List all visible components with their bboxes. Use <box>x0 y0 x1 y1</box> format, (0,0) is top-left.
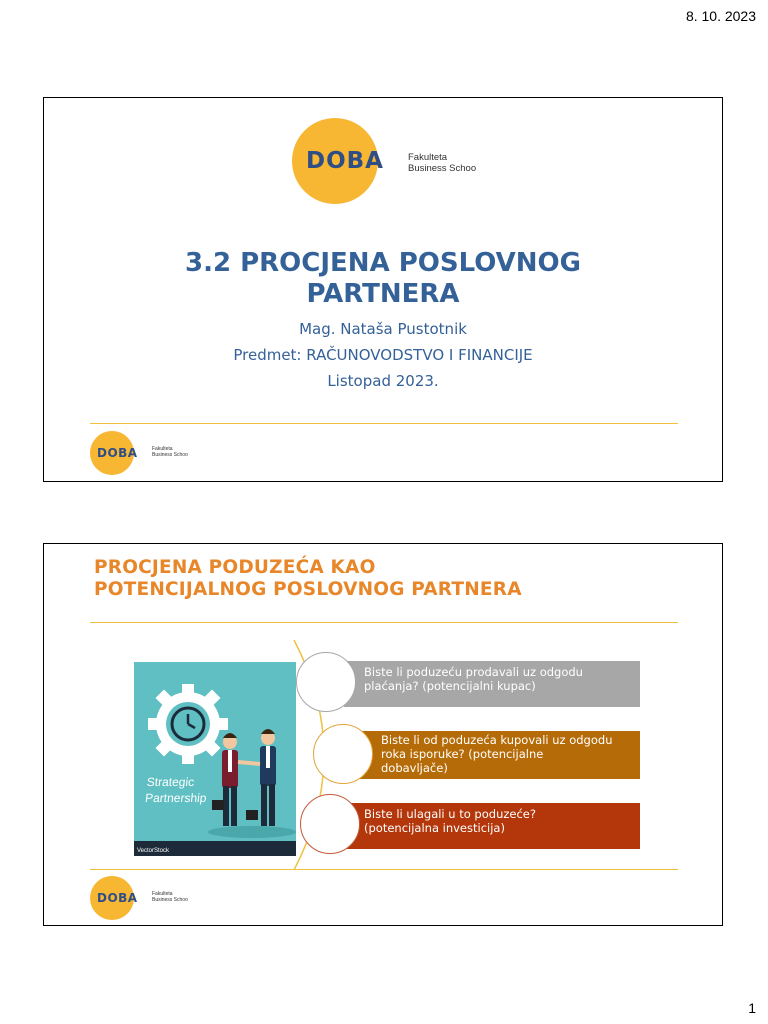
author: Mag. Nataša Pustotnik <box>299 320 467 338</box>
logo-tagline <box>408 153 476 175</box>
bullet-circle-1 <box>296 652 356 712</box>
logo-tagline-line1: Fakulteta <box>152 891 173 897</box>
question-2-line2: roka isporuke? (potencijalne <box>381 747 544 761</box>
title-line1: 3.2 PROCJENA POSLOVNOG <box>185 248 581 278</box>
question-2-line1: Biste li od poduzeća kupovali uz odgodu <box>381 733 613 747</box>
logo-wordmark: DOBA <box>97 446 138 460</box>
strategic-partnership-illustration <box>134 662 296 856</box>
page-number: 1 <box>748 1000 756 1016</box>
presentation-date: Listopad 2023. <box>327 372 439 390</box>
doba-logo <box>292 118 492 208</box>
logo-tagline-line2: Business Schoo <box>152 451 188 458</box>
illustration-art <box>134 662 296 856</box>
slide-heading <box>94 557 522 601</box>
slide-title-heading <box>44 248 722 310</box>
divider-line-top <box>90 622 678 623</box>
logo-wordmark: DOBA <box>306 148 384 174</box>
question-bar-2 <box>354 731 640 779</box>
logo-tagline-line2: Business Schoo <box>408 162 477 174</box>
bullet-circle-2 <box>313 724 373 784</box>
illustration-brand: VectorStock <box>137 848 170 854</box>
question-bar-3 <box>344 803 640 849</box>
logo-tagline-line2: Business Schoo <box>152 896 188 903</box>
question-bar-1 <box>344 661 640 707</box>
question-3-line1: Biste li ulagali u to poduzeće? <box>364 807 536 821</box>
slide-title <box>43 97 723 482</box>
logo-tagline-line1: Fakulteta <box>408 152 448 163</box>
doba-logo-small <box>90 431 210 477</box>
logo-tagline-line1: Fakulteta <box>152 446 173 452</box>
heading-line2: POTENCIJALNOG POSLOVNOG PARTNERA <box>94 579 522 600</box>
slide-partner-assessment <box>43 543 723 926</box>
caption-line2: Partnership <box>144 791 208 805</box>
page-date: 8. 10. 2023 <box>685 8 756 24</box>
question-1-line2: plaćanja? (potencijalni kupac) <box>364 679 536 693</box>
bullet-circle-3 <box>300 794 360 854</box>
logo-tagline <box>152 447 188 459</box>
logo-tagline <box>152 892 188 904</box>
divider-line <box>90 423 678 424</box>
question-2-line3: dobavljače) <box>381 761 448 775</box>
question-1-line1: Biste li poduzeću prodavali uz odgodu <box>364 665 583 679</box>
businessman-right-icon <box>246 729 276 826</box>
doba-logo-small <box>90 876 210 922</box>
divider-line-bottom <box>90 869 678 870</box>
caption-line1: Strategic <box>146 775 195 789</box>
subject: Predmet: RAČUNOVODSTVO I FINANCIJE <box>233 346 533 364</box>
illustration-caption <box>144 774 209 806</box>
question-3-line2: (potencijalna investicija) <box>364 821 505 835</box>
heading-line1: PROCJENA PODUZEĆA KAO <box>94 557 376 578</box>
title-line2: PARTNERA <box>306 279 460 309</box>
logo-wordmark: DOBA <box>97 891 138 905</box>
